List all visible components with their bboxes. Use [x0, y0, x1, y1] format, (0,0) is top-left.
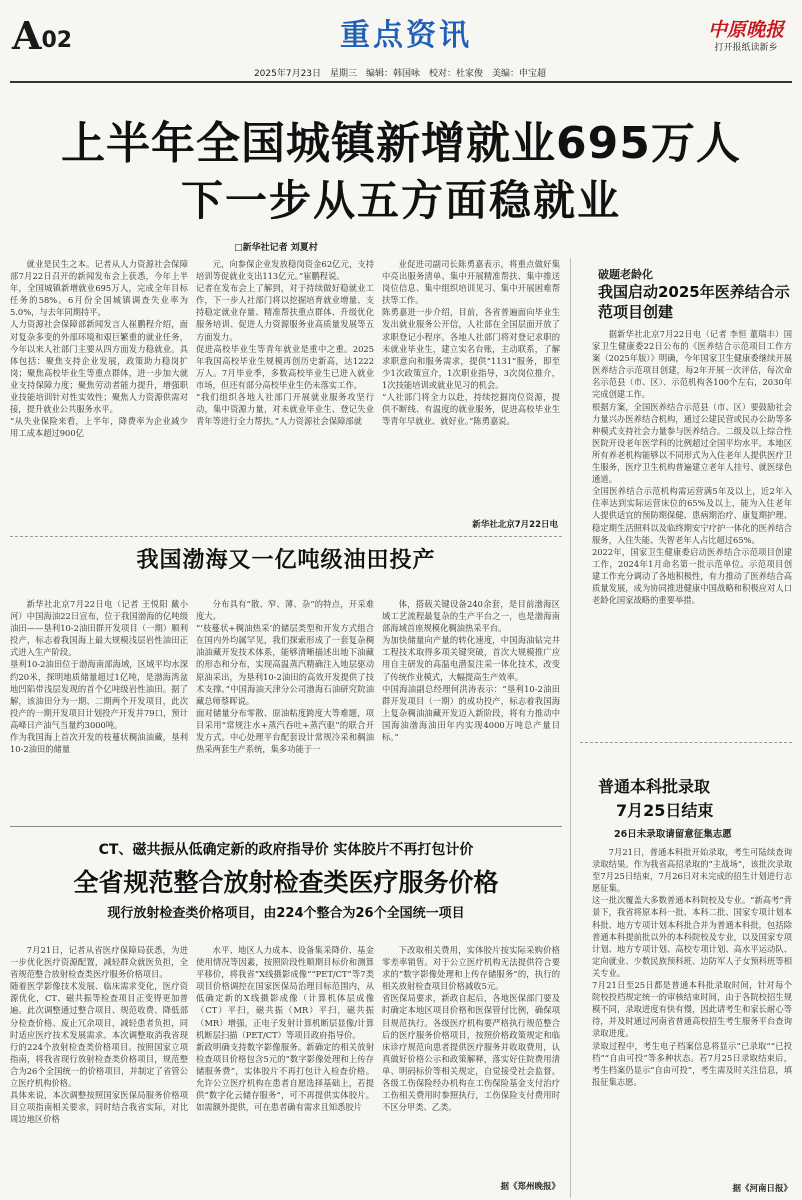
medical-text3: 下改取相关费用，实体胶片按实际采购价格零差率销售。对于公立医疗机构无法提供符合要求的“数字影像处理和上传存储服务”的，执行的相关放射检查项目价格减收5元。 省医保局要求，新政自起后，各地医保部门要及时确定本地区项目价格和医保管付比例，确保项目规范执行。各级医疗机构要严格执行规范整合后的医疗服务价格项目，按照价格政策规定和临床诊疗规范向患者提供医疗服务并收取费用，认真做好价格公示和政策解释，落实好住院费用清单、明码标价等相关规定，自觉接受社会监督。各级工伤保险经办机构在工伤保险基金支付治疗工伤相关费用时参照执行，工伤保险支付费用时不区分甲类、乙类。: [382, 945, 560, 1113]
sidebar2-subhead: 26日未录取请留意征集志愿: [614, 829, 732, 840]
medical-text1: 7月21日，记者从省医疗保障局获悉，为进一步优化医疗资源配置，减轻群众就医负担，全省规范整合放射检查类医疗服务价格项目。 随着医学影像技术发展、临床需求变化，医疗资源优化，CT、磁共振等检查项目正变得更加普遍。此次调整通过整合项目、规范收费、降低部分检查价格、废止冗余项目，减轻患者负担，同时适应医疗技术发展需求。本次调整取消我省现行的224个放射检查类价格项目。按照国家立项指南，将我省现行放射检查类价格项目，规范整合为26个全国统一的价格项目，并制定了省管公立医疗机构价格。 具体来说，本次调整按照国家医保局服务价格项目立项指南相关要求，同时结合我省实际，对比周边地区价格: [10, 945, 188, 1125]
lead-story-text2: 元，向参保企业发放稳岗资金62亿元，支持培训等促就业支出113亿元。”崔鹏程说。 记者在发布会上了解到，对于持续做好稳就业工作，下一步人社部门将以挖掘培育就业增量、支持稳定就业存量、精准帮扶重点群体、升级优化服务培训、促进人力资源服务业高质量发展等五方面发力。 促进高校毕业生等青年就业是重中之重。2025年我国高校毕业生规模再创历史新高，达1222万人。7月毕业季，多数高校毕业生已进入就业市场，但还有部分高校毕业生仍未落实工作。 “我们组织各地人社部门开展就业服务攻坚行动，集中资源力量，对未就业毕业生、登记失业青年等进行全力帮扶。”人力资源社会保障部就: [196, 259, 374, 427]
sidebar2-text: 7月21日，普通本科批开始录取，考生可陆续查询录取结果。作为我省高招录取的“主战场”，该批次录取至7月25日结束，7月26日对未完成的招生计划进行志愿征集。 这一批次覆盖大多数普通本科院校及专业。“新高考”背景下，我省将原本科一批、本科二批、国家专项计划本科批、地方专项计划本科批合并为普通本科批，包括除普通本科提前批以外的本科院校及专业，以及国家专项计划、地方专项计划、高校专项计划、高水平运动队、定向就业、少数民族预科班、边防军人子女预科班等相关专业。 7月21日至25日都是普通本科批录取时间，针对每个院校投档规定统一的审核结束时间，由于各院校招生规模不同，录取进度有快有慢，因此请考生和家长耐心等待，并及时通过河南省普通高校招生考生服务平台查询录取进度。 录取过程中，考生电子档案信息将显示“已录取”“已投档”“自由可投”等多种状态。若7月25日录取结束后，考生档案仍显示“自由可投”，考生需及时关注信息，填报征集志愿。: [592, 847, 792, 1087]
lead-byline: □新华社记者 刘夏村: [234, 243, 318, 253]
sidebar1-headline: 我国启动2025年医养结合示范项目创建: [598, 283, 790, 321]
medical-source: 据《郑州晚报》: [500, 1182, 560, 1192]
oil-story-col3: [382, 598, 560, 816]
sidebar-divider: [570, 258, 571, 1198]
sidebar2-headline-line1: 普通本科批录取: [598, 777, 711, 796]
lead-story-col3: [382, 258, 560, 520]
lead-story-col2: [196, 258, 374, 528]
date-line: 2025年7月23日 星期三 编辑：韩国咏 校对：杜家俊 美编：申宝超: [253, 69, 547, 79]
logo-text: 中原晚报: [707, 19, 784, 41]
sidebar2-top-rule: [580, 742, 792, 743]
page-digits: 02: [41, 28, 73, 53]
sidebar2-source: 据《河南日报》: [732, 1184, 792, 1194]
page-number: [12, 13, 73, 58]
oil-story-col2: [196, 598, 374, 816]
medical-story-top-rule: [10, 826, 562, 827]
medical-story-col3: [382, 944, 560, 1178]
sidebar1-text: 据新华社北京7月22日电（记者 李恒 董瑞丰）国家卫生健康委22日公布的《医养结合示范项目工作方案（2025年版）》明确，今年国家卫生健康委继续开展医养结合示范项目创建，每2年开展一次评估，每次命名示范县（市、区）、示范机构各100个左右，2030年完成创建工作。 根据方案，全国医养结合示范县（市、区）要鼓励社会力量兴办医养结合机构，通过公建民营或民办公助等多种模式支持社会力量参与医养结合。二级及以上综合性医院开设老年医学科的比例超过全国平均水平。本地区所有养老机构能够以不同形式为入住老年人提供医疗卫生服务，医疗卫生机构普遍建立老年人挂号、就医绿色通道。 全国医养结合示范机构需运营满5年及以上，近2年入住率达到实际运营床位的65%及以上，能为入住老年人提供适宜的预防期保健、患病期治疗、康复期护理、稳定期生活照料以及临终期安宁疗护一体化的医养结合服务，入住失能、失智老年人占比超过65%。 2022年，国家卫生健康委启动医养结合示范项目创建工作，2024年1月命名第一批示范单位。示范项目创建工作充分调动了各地积极性，有力推动了医养结合高质量发展，成为协同推进健康中国战略和积极应对人口老龄化国家战略的重要举措。: [592, 329, 792, 606]
sidebar1-kicker: 破题老龄化: [598, 268, 653, 281]
oil-text2: 分布具有“散、窄、薄、杂”的特点，开采难度大。 “‘枝蔓状+稠油热采’的储层类型和开发方式组合在国内外均属罕见，我们探索形成了一套复杂稠油油藏开发技术体系，能够清晰描述出地下油藏的形态和分布，实现高温蒸汽精确注入地层驱动原油采出，为垦利10-2油田的高效开发提供了技术支撑。”中国海油天津分公司渤海石油研究院油藏总师蔡晖说。 面对储量分布零散、原油粘度跨度大等难题，项目采用“常规注水+蒸汽吞吐+蒸汽驱”的联合开发方式。中心处理平台配套设计常规冷采和稠油热采两套生产系统，集多功能于一: [196, 599, 374, 755]
lead-story-source: 新华社北京7月22日电: [472, 520, 558, 530]
sidebar2-body: [592, 846, 792, 1178]
lead-headline-line1: 上半年全国城镇新增就业695万人: [61, 118, 741, 169]
medical-headline: 全省规范整合放射检查类医疗服务价格: [73, 868, 499, 897]
page-letter: A: [12, 13, 42, 58]
oil-story-col1: [10, 598, 188, 816]
masthead-rule: [10, 81, 792, 83]
lead-story-text1: 就业是民生之本。记者从人力资源社会保障部7月22日召开的新闻发布会上获悉，今年上半年，全国城镇新增就业695万人，完成全年目标任务的58%。6月份全国城镇调查失业率为5.0%，与去年同期持平。 人力资源社会保障部新闻发言人崔鹏程介绍，面对复杂多变的外部环境和艰巨繁重的就业任务，今年以来人社部门主要从四方面发力稳就业。具体包括：聚焦支持企业发展，政策助力稳岗扩岗；聚焦高校毕业生等重点群体，进一步加大就业支持保障力度；聚焦劳动者能力提升，增强职业技能培训针对性实效性；聚焦人力资源供需对接，提升就业公共服务水平。 “从失业保险来看，上半年，降费率为企业减少用工成本超过900亿: [10, 259, 188, 439]
lead-headline-line2: 下一步从五方面稳就业: [180, 176, 621, 225]
oil-text1: 新华社北京7月22日电（记者 王悦阳 戴小河）中国海油22日宣布，位于我国渤海的亿吨级油田——垦利10-2油田群开发项目（一期）顺利投产，标志着我国海上最大规模浅层岩性油田正式进入生产阶段。 垦利10-2油田位于渤海南部海域，区域平均水深约20米，探明地质储量超过1亿吨，是渤海湾盆地凹陷带浅层发现的首个亿吨级岩性油田。据了解，该油田分为一期、二期两个开发项目，此次投产的一期开发项目计划投产开发井79口，预计高峰日产油气当量约3000吨。 作为我国海上首次开发的枝蔓状稠油油藏，垦利10-2油田的储量: [10, 599, 188, 755]
newspaper-logo: [700, 18, 792, 55]
oil-text3: 体，搭载关键设备240余套，是目前渤海区域工艺流程最复杂的生产平台之一，也是渤海南部海域首座规模化稠油热采平台。 为加快储量向产量的转化速度，中国海油钻完井工程技术取得多项关键突破，首次大规模推广应用自主研发的高温电潜泵注采一体化技术，改变了传统作业模式，大幅提高生产效率。 中国海油副总经理何洪涛表示：“垦利10-2油田群开发项目（一期）的成功投产，标志着我国海上复杂稠油油藏开发迈入新阶段，将有力推动中国海油渤海油田年内实现4000万吨总产量目标。”: [382, 599, 560, 743]
oil-headline: 我国渤海又一亿吨级油田投产: [136, 548, 436, 573]
medical-story-col2: [196, 944, 374, 1190]
sidebar2-headline-line2: 7月25日结束: [616, 801, 714, 820]
lead-story-col1: [10, 258, 188, 528]
medical-overline: CT、磁共振从低确定新的政府指导价 实体胶片不再打包计价: [98, 842, 474, 858]
medical-story-col1: [10, 944, 188, 1190]
lead-story-text3: 业促进司副司长陈勇嘉表示，将重点做好集中亮出服务清单、集中开展精准帮扶、集中推送岗位信息、集中组织培训见习、集中开展困难帮扶等工作。 陈勇嘉进一步介绍，目前，各省普遍面向毕业生发出就业服务公开信，人社部在全国层面开放了求职登记小程序。各地人社部门将对登记求职的未就业毕业生，建立实名台账，主动联系，了解求职意向和服务需求，提供“1131”服务，即至少1次政策宣介，1次职业指导，3次岗位推介，1次技能培训或就业见习的机会。 “人社部门将全力以赴，持续挖掘岗位资源，提供不断线、有温度的就业服务，促进高校毕业生等青年早就业、就好业。”陈勇嘉说。: [382, 259, 560, 427]
section-title: 重点资讯: [340, 18, 472, 53]
medical-text2: 水平、地区人力成本、设备集采降价、基金使用情况等因素，按照阶段性顺期目标价和测算平移价，将我省“X线摄影成像”“PET/CT”等7类项目价格调控在国家医保局治理目标范围内，从低确定新的X线摄影成像（计算机体层成像（CT）平扫，磁共振（MR）平扫，磁共振（MR）增强，正电子发射计算机断层显像/计算机断层扫描（PET/CT）等项目政府指导价。 新政明确支持数字影像服务。新确定的相关放射检查项目价格包含5元的“数字影像处理和上传存储服务费”，实体胶片不再打包计入检查价格。允许公立医疗机构在患者自愿选择基础上，若提供“数字化云储存服务”，可不再提供实体胶片。如需额外提供，可在患者确有需求且知悉胶片: [196, 945, 374, 1113]
medical-subhead: 现行放射检查类价格项目，由224个整合为26个全国统一项目: [107, 906, 465, 921]
sidebar1-body: [592, 328, 792, 730]
logo-slogan: 打开报纸读新乡: [714, 43, 778, 53]
oil-story-top-rule: [10, 536, 562, 537]
